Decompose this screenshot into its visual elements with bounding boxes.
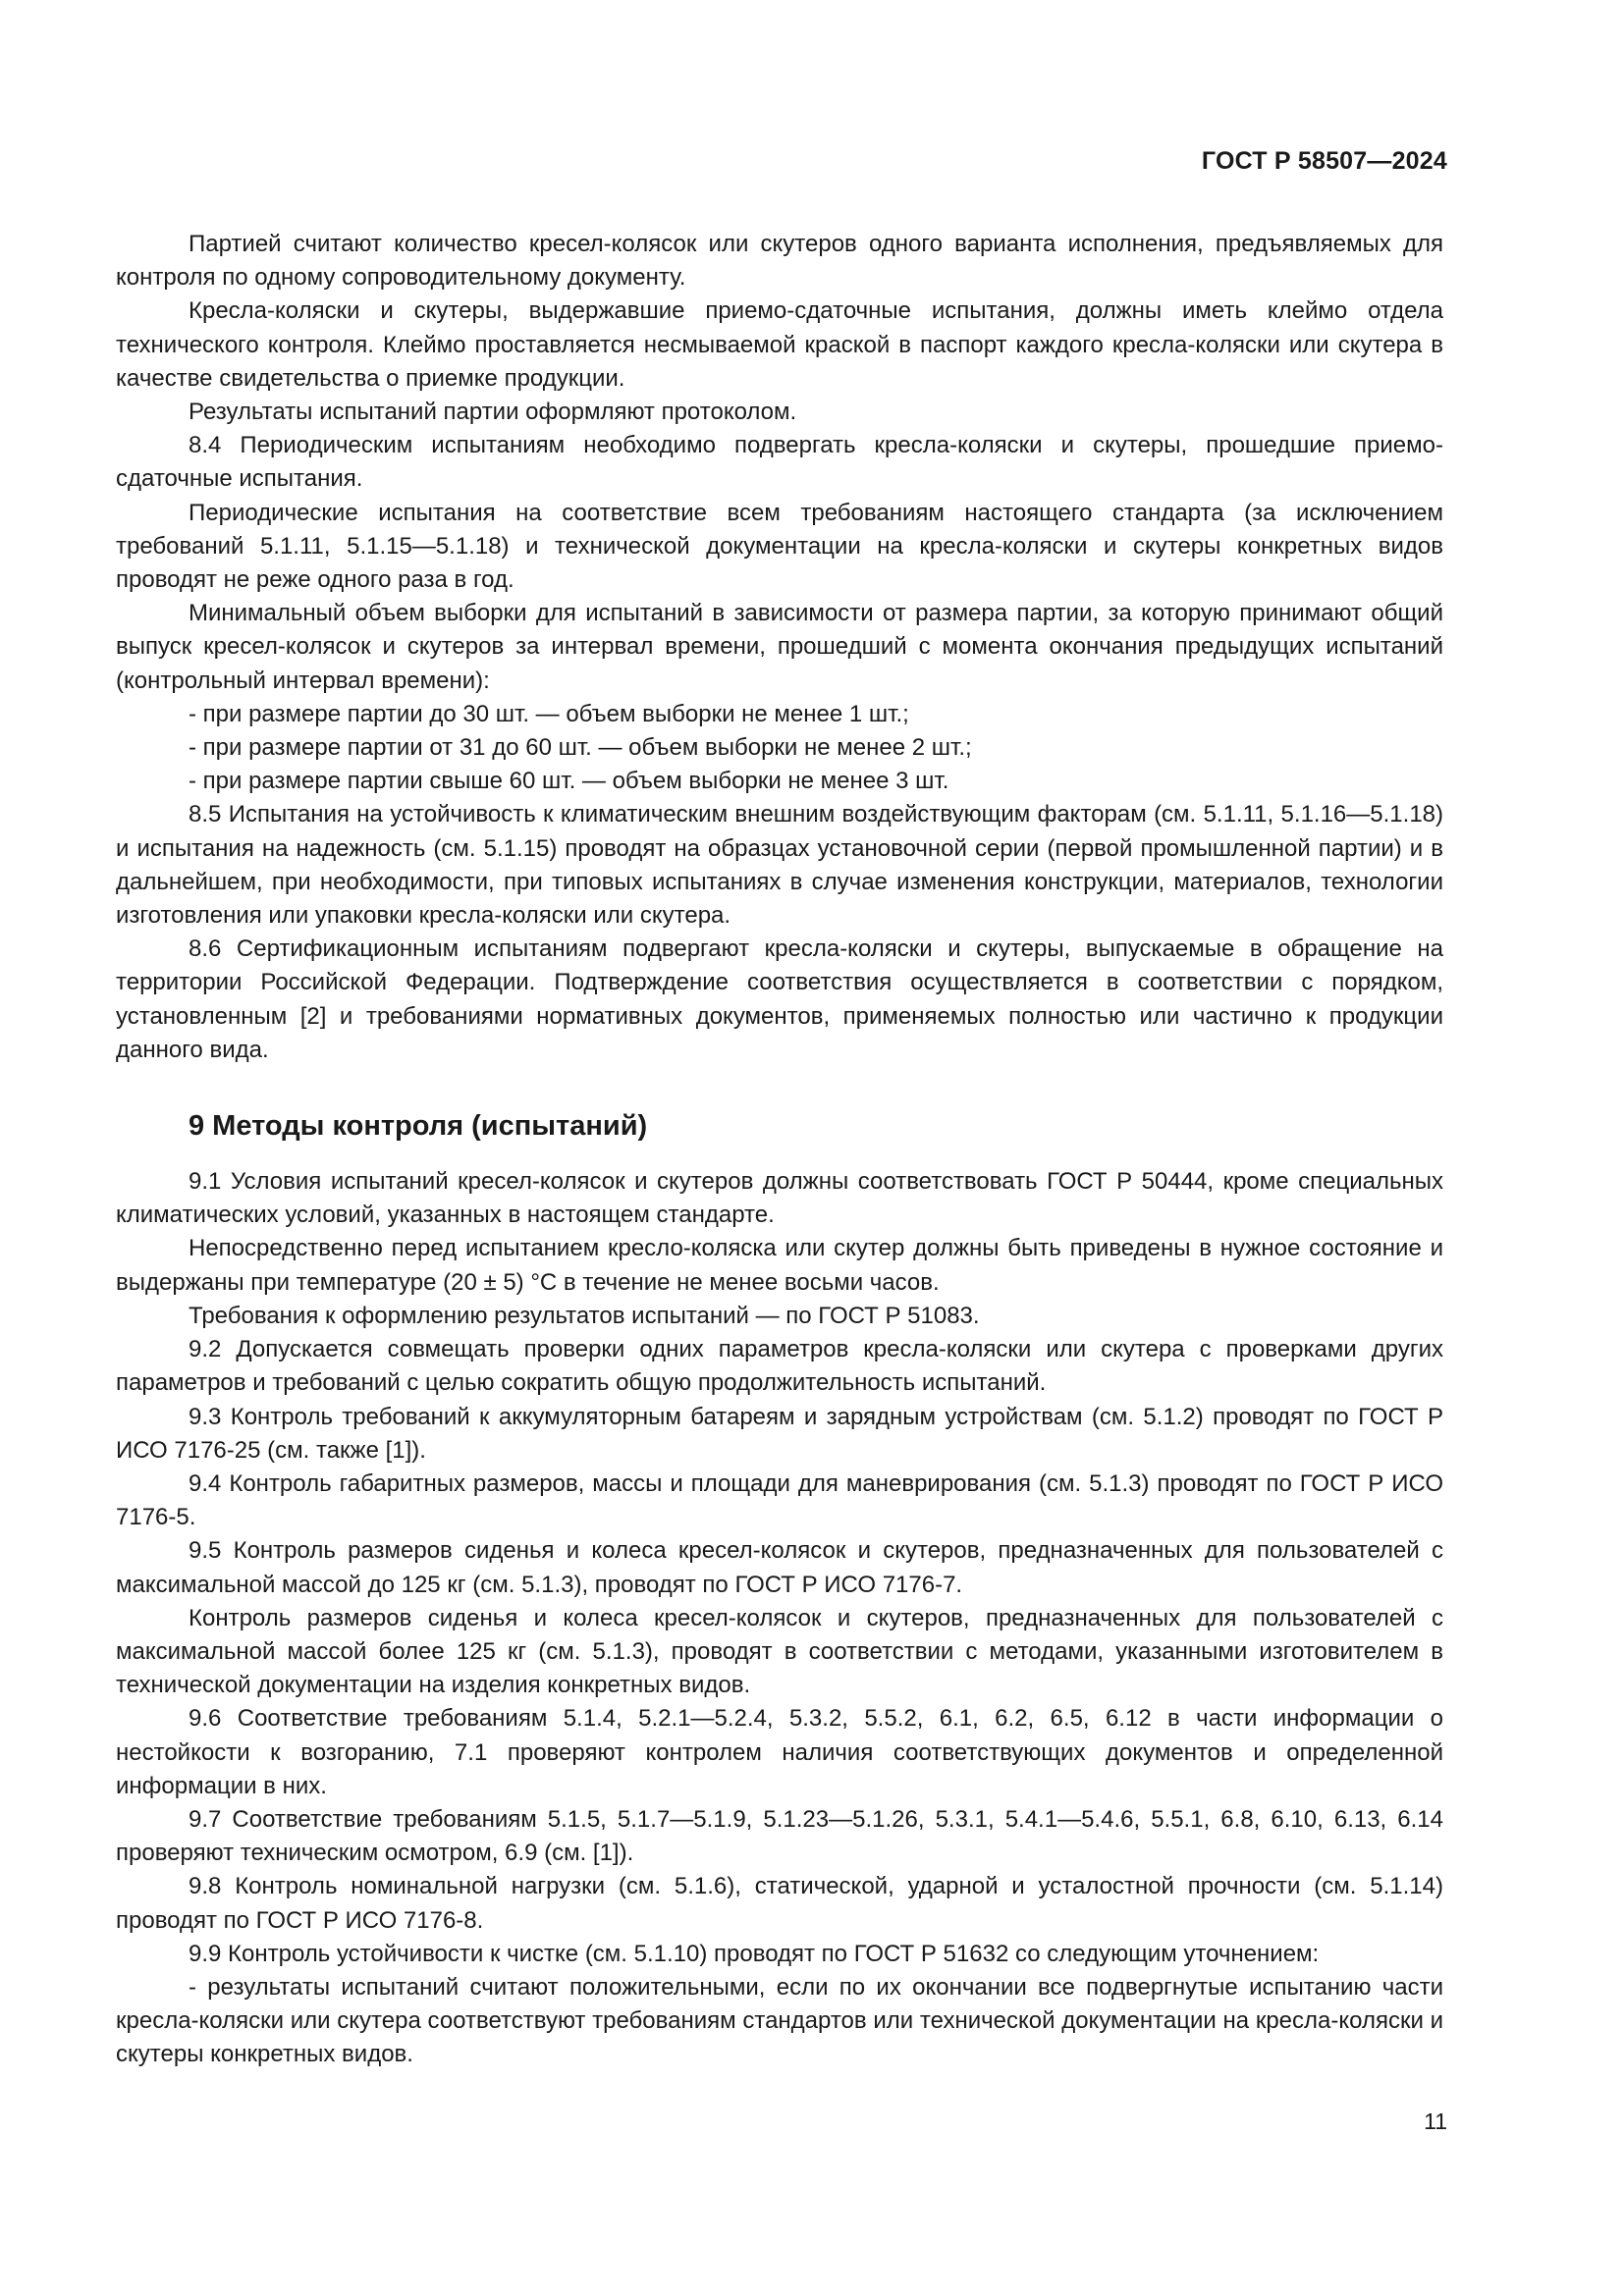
list-item: - при размере партии до 30 шт. — объем выборки не менее 1 шт.; xyxy=(189,700,909,727)
paragraph: 8.6 Сертификационным испытаниям подвергают кресла-коляски и скутеры, выпускаемые в обращение на территории Российской Федерации. Подтверждение соответствия осуществляется в соответствии с порядком, установленным [2] и требованиями нормативных документов, применяемых полностью или частично к продукции данного вида. xyxy=(116,935,1443,1063)
paragraph: - результаты испытаний считают положительными, если по их окончании все подвергнутые испытанию части кресла-коляски или скутера соответствуют требованиям стандартов или технической документации на кресла-коляски и скутеры конкретных видов. xyxy=(116,1973,1443,2068)
paragraph: Партией считают количество кресел-колясок или скутеров одного варианта исполнения, предъявляемых для контроля по одному сопроводительному документу. xyxy=(116,231,1443,292)
paragraph: Непосредственно перед испытанием кресло-коляска или скутер должны быть приведены в нужное состояние и выдержаны при температуре (20 ± 5) °С в течение не менее восьми часов. xyxy=(116,1235,1443,1296)
list-item: - при размере партии от 31 до 60 шт. — объем выборки не менее 2 шт.; xyxy=(189,734,972,762)
paragraph: 9.9 Контроль устойчивости к чистке (см. 5.1.10) проводят по ГОСТ Р 51632 со следующим уточнением: xyxy=(189,1940,1320,1967)
paragraph: Результаты испытаний партии оформляют протоколом. xyxy=(189,399,797,426)
paragraph: 9.1 Условия испытаний кресел-колясок и скутеров должны соответствовать ГОСТ Р 50444, кроме специальных климатических условий, указанных в настоящем стандарте. xyxy=(116,1168,1443,1229)
paragraph: 9.6 Соответствие требованиям 5.1.4, 5.2.1—5.2.4, 5.3.2, 5.5.2, 6.1, 6.2, 6.5, 6.12 в части информации о нестойкости к возгоранию, 7.1 проверяют контролем наличия соответствующих документов и определенной информации в них. xyxy=(116,1705,1443,1799)
paragraph: 8.4 Периодическим испытаниям необходимо подвергать кресла-коляски и скутеры, прошедшие приемо-сдаточные испытания. xyxy=(116,432,1443,493)
paragraph: 9.8 Контроль номинальной нагрузки (см. 5.1.6), статической, ударной и усталостной прочности (см. 5.1.14) проводят по ГОСТ Р ИСО 7176-8. xyxy=(116,1873,1443,1934)
paragraph: Требования к оформлению результатов испытаний — по ГОСТ Р 51083. xyxy=(189,1302,980,1329)
page-number: 11 xyxy=(1424,2109,1447,2134)
paragraph: 9.5 Контроль размеров сиденья и колеса кресел-колясок и скутеров, предназначенных для пользователей с максимальной массой до 125 кг (см. 5.1.3), проводят по ГОСТ Р ИСО 7176-7. xyxy=(116,1537,1443,1598)
paragraph: 9.3 Контроль требований к аккумуляторным батареям и зарядным устройствам (см. 5.1.2) проводят по ГОСТ Р ИСО 7176-25 (см. также [1]). xyxy=(116,1403,1443,1464)
section-heading: 9 Методы контроля (испытаний) xyxy=(189,1110,648,1143)
paragraph: 9.7 Соответствие требованиям 5.1.5, 5.1.7—5.1.9, 5.1.23—5.1.26, 5.3.1, 5.4.1—5.4.6, 5.5.1, 6.8, 6.10, 6.13, 6.14 проверяют техническим осмотром, 6.9 (см. [1]). xyxy=(116,1805,1443,1867)
document-id-header: ГОСТ Р 58507—2024 xyxy=(1201,147,1447,175)
page-content xyxy=(116,228,1443,2072)
paragraph: 9.4 Контроль габаритных размеров, массы и площади для маневрирования (см. 5.1.3) проводят по ГОСТ Р ИСО 7176-5. xyxy=(116,1469,1443,1531)
paragraph: 8.5 Испытания на устойчивость к климатическим внешним воздействующим факторам (см. 5.1.11, 5.1.16—5.1.18) и испытания на надежность (см. 5.1.15) проводят на образцах установочной серии (первой промышленной партии) и в дальнейшем, при необходимости, при типовых испытаниях в случае изменения конструкции, материалов, технологии изготовления или упаковки кресла-коляски или скутера. xyxy=(116,801,1443,930)
paragraph: Периодические испытания на соответствие всем требованиям настоящего стандарта (за исключением требований 5.1.11, 5.1.15—5.1.18) и технической документации на кресла-коляски и скутеры конкретных видов проводят не реже одного раза в год. xyxy=(116,499,1443,594)
paragraph: 9.2 Допускается совмещать проверки одних параметров кресла-коляски или скутера с проверками других параметров и требований с целью сократить общую продолжительность испытаний. xyxy=(116,1336,1443,1397)
paragraph: Минимальный объем выборки для испытаний в зависимости от размера партии, за которую принимают общий выпуск кресел-колясок и скутеров за интервал времени, прошедший с момента окончания предыдущих испытаний (контрольный интервал времени): xyxy=(116,600,1443,694)
paragraph: Кресла-коляски и скутеры, выдержавшие приемо-сдаточные испытания, должны иметь клеймо отдела технического контроля. Клеймо проставляется несмываемой краской в паспорт каждого кресла-коляски или скутера в качестве свидетельства о приемке продукции. xyxy=(116,297,1443,392)
paragraph: Контроль размеров сиденья и колеса кресел-колясок и скутеров, предназначенных для пользователей с максимальной массой более 125 кг (см. 5.1.3), проводят в соответствии с методами, указанными изготовителем в технической документации на изделия конкретных видов. xyxy=(116,1604,1443,1699)
list-item: - при размере партии свыше 60 шт. — объем выборки не менее 3 шт. xyxy=(189,768,949,795)
